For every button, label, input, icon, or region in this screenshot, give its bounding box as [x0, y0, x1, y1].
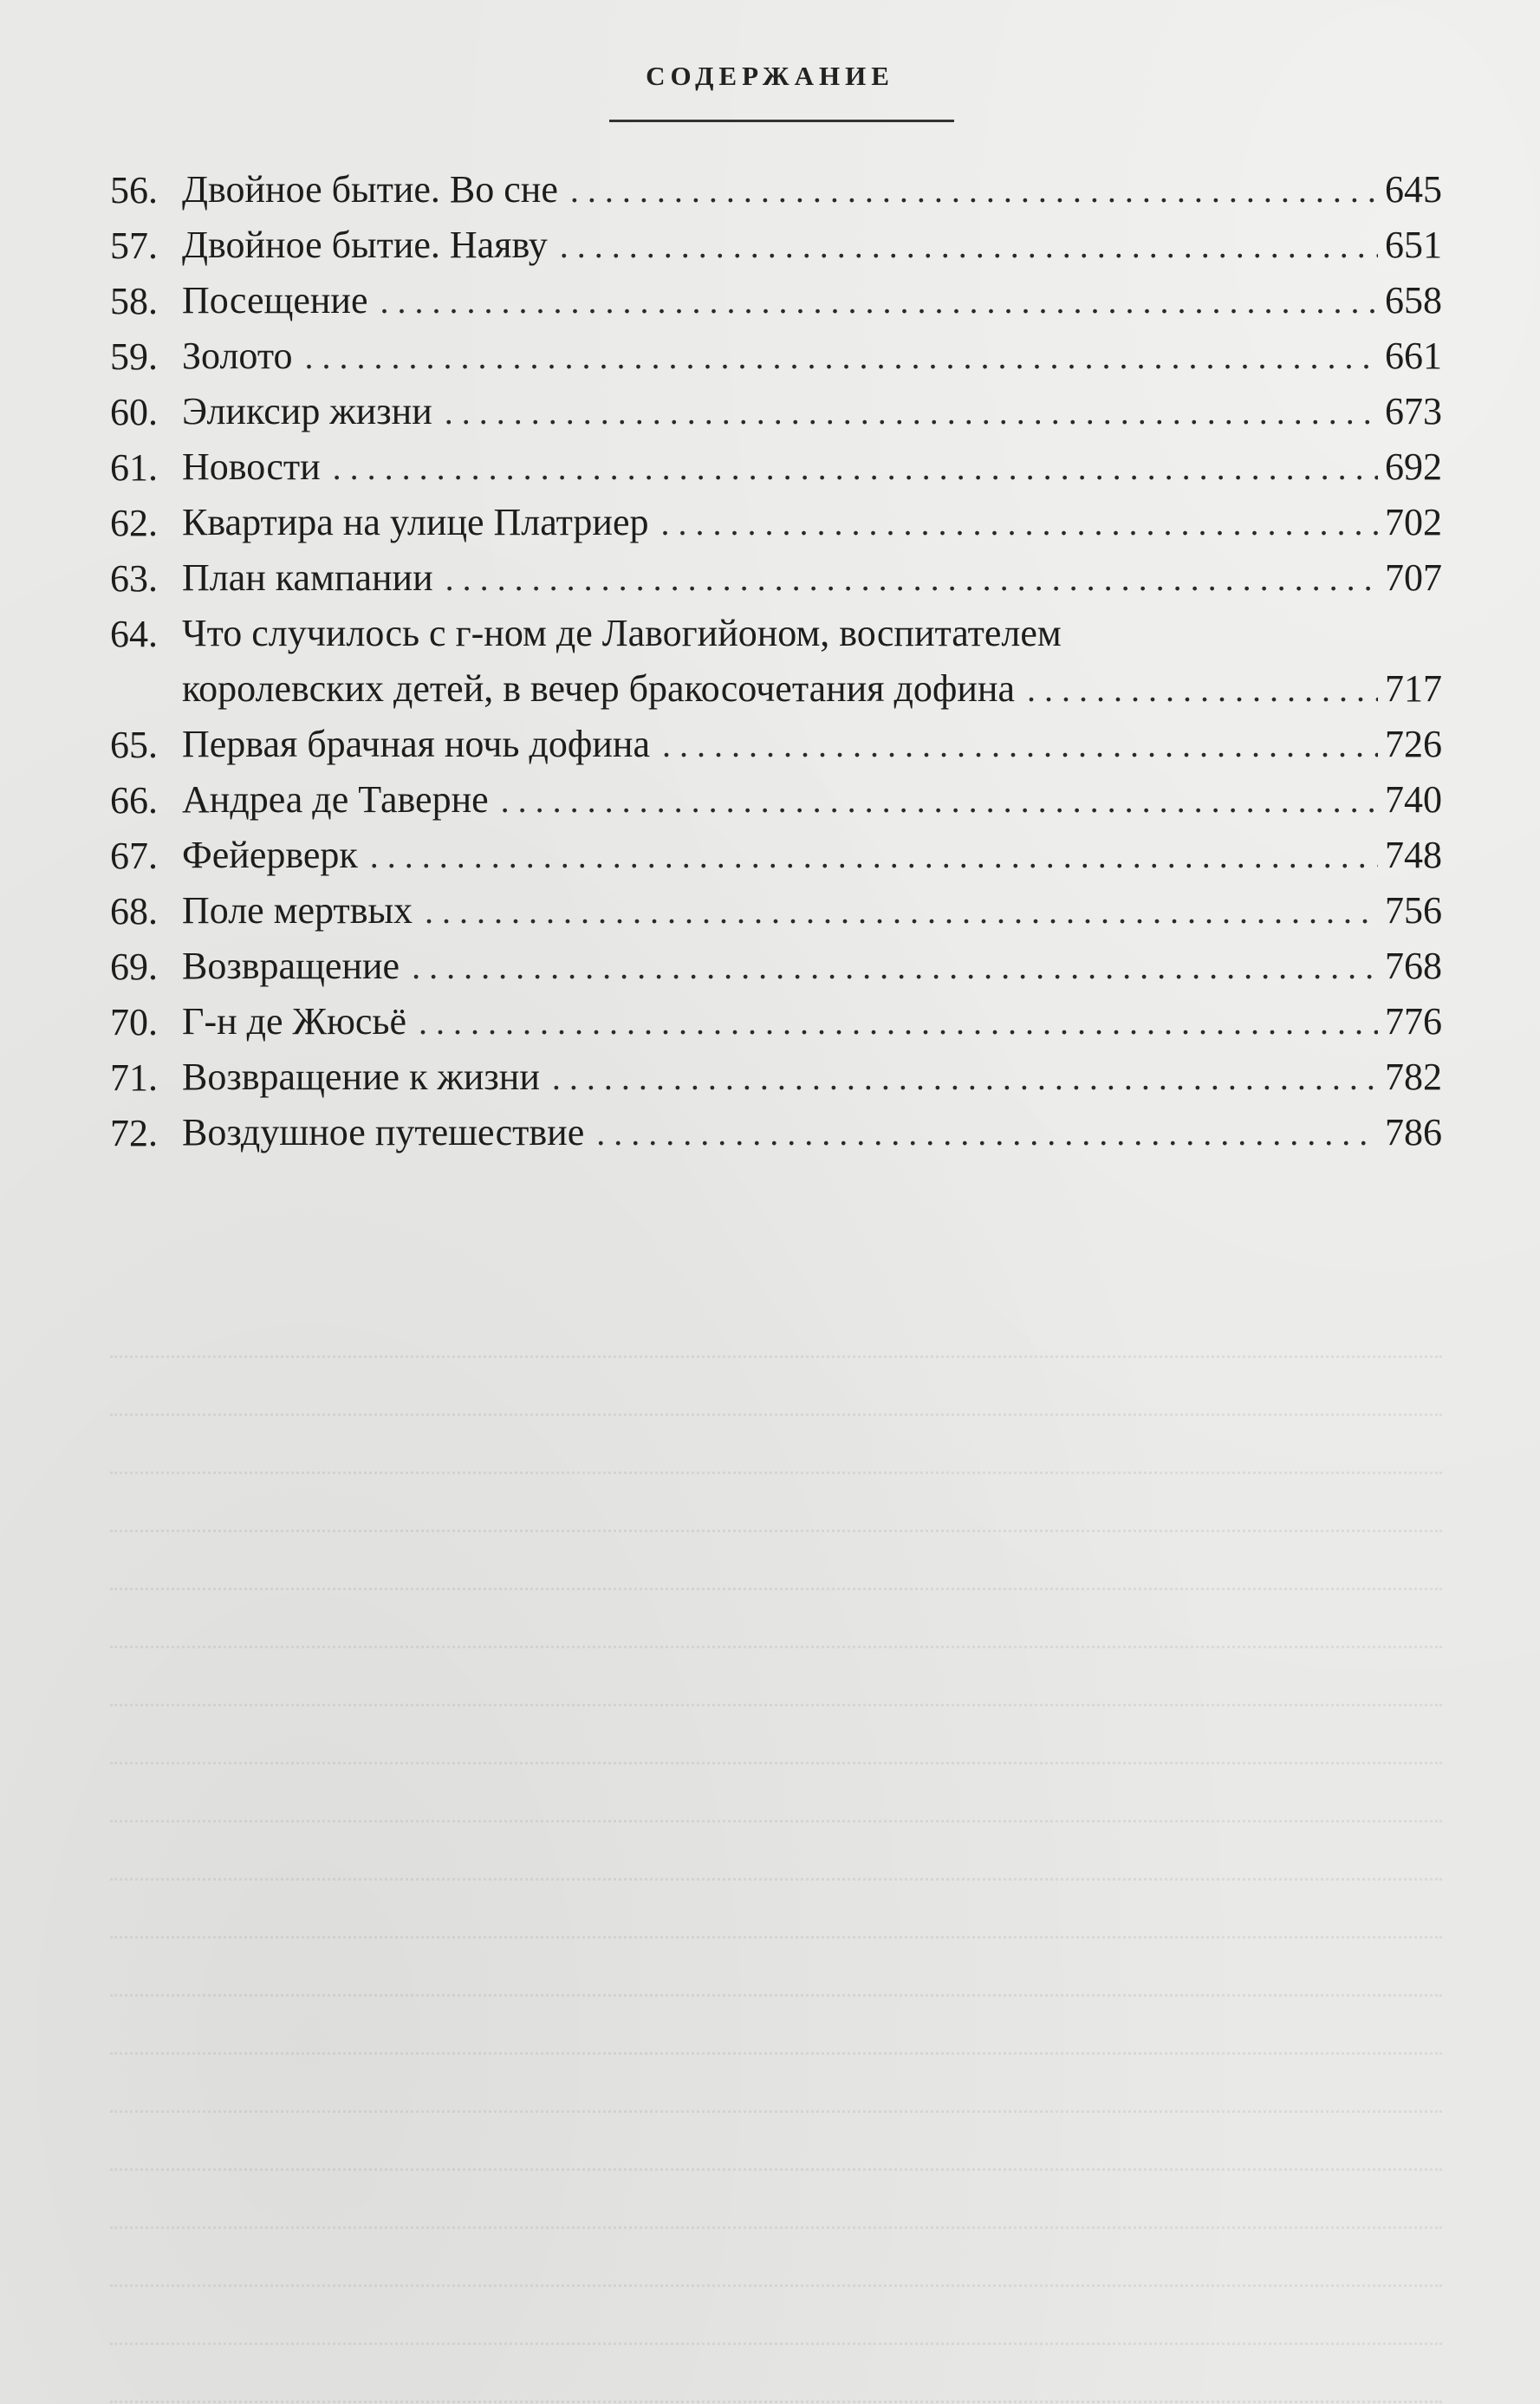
- chapter-title: План кампании: [182, 556, 433, 599]
- chapter-title: Золото: [182, 335, 293, 377]
- dot-leader: [660, 496, 1378, 551]
- page-number: 702: [1385, 501, 1442, 543]
- dot-leader: [560, 218, 1378, 274]
- chapter-title: Посещение: [182, 279, 368, 322]
- page-number: 726: [1385, 723, 1442, 765]
- dot-leader: [596, 1106, 1378, 1161]
- page-number: 717: [1385, 667, 1442, 710]
- chapter-number: 58.: [110, 280, 158, 322]
- page-number: 748: [1385, 834, 1442, 876]
- chapter-number: 62.: [110, 502, 158, 544]
- toc-entry: [110, 440, 1442, 496]
- dot-leader: [570, 163, 1378, 218]
- dot-leader: [305, 329, 1379, 385]
- chapter-title: Возвращение: [182, 945, 400, 987]
- dot-leader: [333, 440, 1378, 496]
- page-number: 645: [1385, 168, 1442, 211]
- chapter-number: 72.: [110, 1112, 158, 1154]
- chapter-title: Двойное бытие. Во сне: [182, 168, 558, 211]
- dot-leader: [370, 828, 1378, 884]
- chapter-number: 64.: [110, 613, 158, 655]
- table-of-contents: [110, 163, 1442, 1161]
- toc-entry: [110, 607, 1442, 718]
- chapter-number: 59.: [110, 335, 158, 378]
- toc-entry: [110, 995, 1442, 1050]
- chapter-title: Воздушное путешествие: [182, 1111, 585, 1153]
- chapter-number: 71.: [110, 1056, 158, 1099]
- dot-leader: [501, 773, 1378, 828]
- page-number: 707: [1385, 556, 1442, 599]
- dot-leader: [445, 551, 1378, 607]
- page-number: 756: [1385, 889, 1442, 932]
- dot-leader: [412, 939, 1378, 995]
- header-rule: [609, 120, 954, 122]
- chapter-title: Новости: [182, 445, 321, 488]
- toc-entry: [110, 773, 1442, 828]
- chapter-title: королевских детей, в вечер бракосочетания дофина: [182, 667, 1015, 710]
- chapter-number: 56.: [110, 169, 158, 211]
- chapter-title: Первая брачная ночь дофина: [182, 723, 650, 765]
- running-head: СОДЕРЖАНИЕ: [646, 61, 894, 91]
- toc-entry: [110, 718, 1442, 773]
- dot-leader: [419, 995, 1378, 1050]
- chapter-number: 66.: [110, 779, 158, 822]
- chapter-title-line1: Что случилось с г-ном де Лавогийоном, воспитателем: [182, 612, 1062, 654]
- toc-entry: [110, 884, 1442, 939]
- chapter-title: Фейерверк: [182, 834, 358, 876]
- toc-entry: [110, 385, 1442, 440]
- chapter-number: 70.: [110, 1001, 158, 1043]
- chapter-number: 57.: [110, 224, 158, 267]
- page-number: 776: [1385, 1000, 1442, 1043]
- dot-leader: [1027, 662, 1378, 718]
- toc-entry: [110, 1050, 1442, 1106]
- toc-entry: [110, 329, 1442, 385]
- toc-entry: [110, 218, 1442, 274]
- chapter-title: Поле мертвых: [182, 889, 413, 932]
- chapter-number: 68.: [110, 890, 158, 932]
- page-number: 658: [1385, 279, 1442, 322]
- chapter-title: Андреа де Таверне: [182, 778, 489, 821]
- dot-leader: [445, 385, 1378, 440]
- toc-entry: [110, 828, 1442, 884]
- chapter-number: 69.: [110, 945, 158, 988]
- dot-leader: [662, 718, 1378, 773]
- chapter-number: 65.: [110, 724, 158, 766]
- chapter-number: 60.: [110, 391, 158, 433]
- page-number: 782: [1385, 1056, 1442, 1098]
- dot-leader: [425, 884, 1378, 939]
- toc-entry: [110, 551, 1442, 607]
- chapter-title: Эликсир жизни: [182, 390, 432, 432]
- chapter-title: Г-н де Жюсьё: [182, 1000, 406, 1043]
- chapter-title: Двойное бытие. Наяву: [182, 224, 548, 266]
- chapter-title: Квартира на улице Платриер: [182, 501, 649, 543]
- page-number: 673: [1385, 390, 1442, 432]
- page-number: 692: [1385, 445, 1442, 488]
- toc-entry: [110, 163, 1442, 218]
- page-number: 661: [1385, 335, 1442, 377]
- page-number: 786: [1385, 1111, 1442, 1153]
- dot-leader: [380, 274, 1379, 329]
- chapter-number: 63.: [110, 557, 158, 600]
- chapter-title: Возвращение к жизни: [182, 1056, 540, 1098]
- page-number: 651: [1385, 224, 1442, 266]
- toc-entry: [110, 1106, 1442, 1161]
- chapter-number: 61.: [110, 446, 158, 489]
- toc-entry: [110, 496, 1442, 551]
- show-through-text: [110, 1300, 1442, 2383]
- toc-entry: [110, 939, 1442, 995]
- page-number: 768: [1385, 945, 1442, 987]
- dot-leader: [552, 1050, 1378, 1106]
- page-number: 740: [1385, 778, 1442, 821]
- chapter-number: 67.: [110, 835, 158, 877]
- toc-entry: [110, 274, 1442, 329]
